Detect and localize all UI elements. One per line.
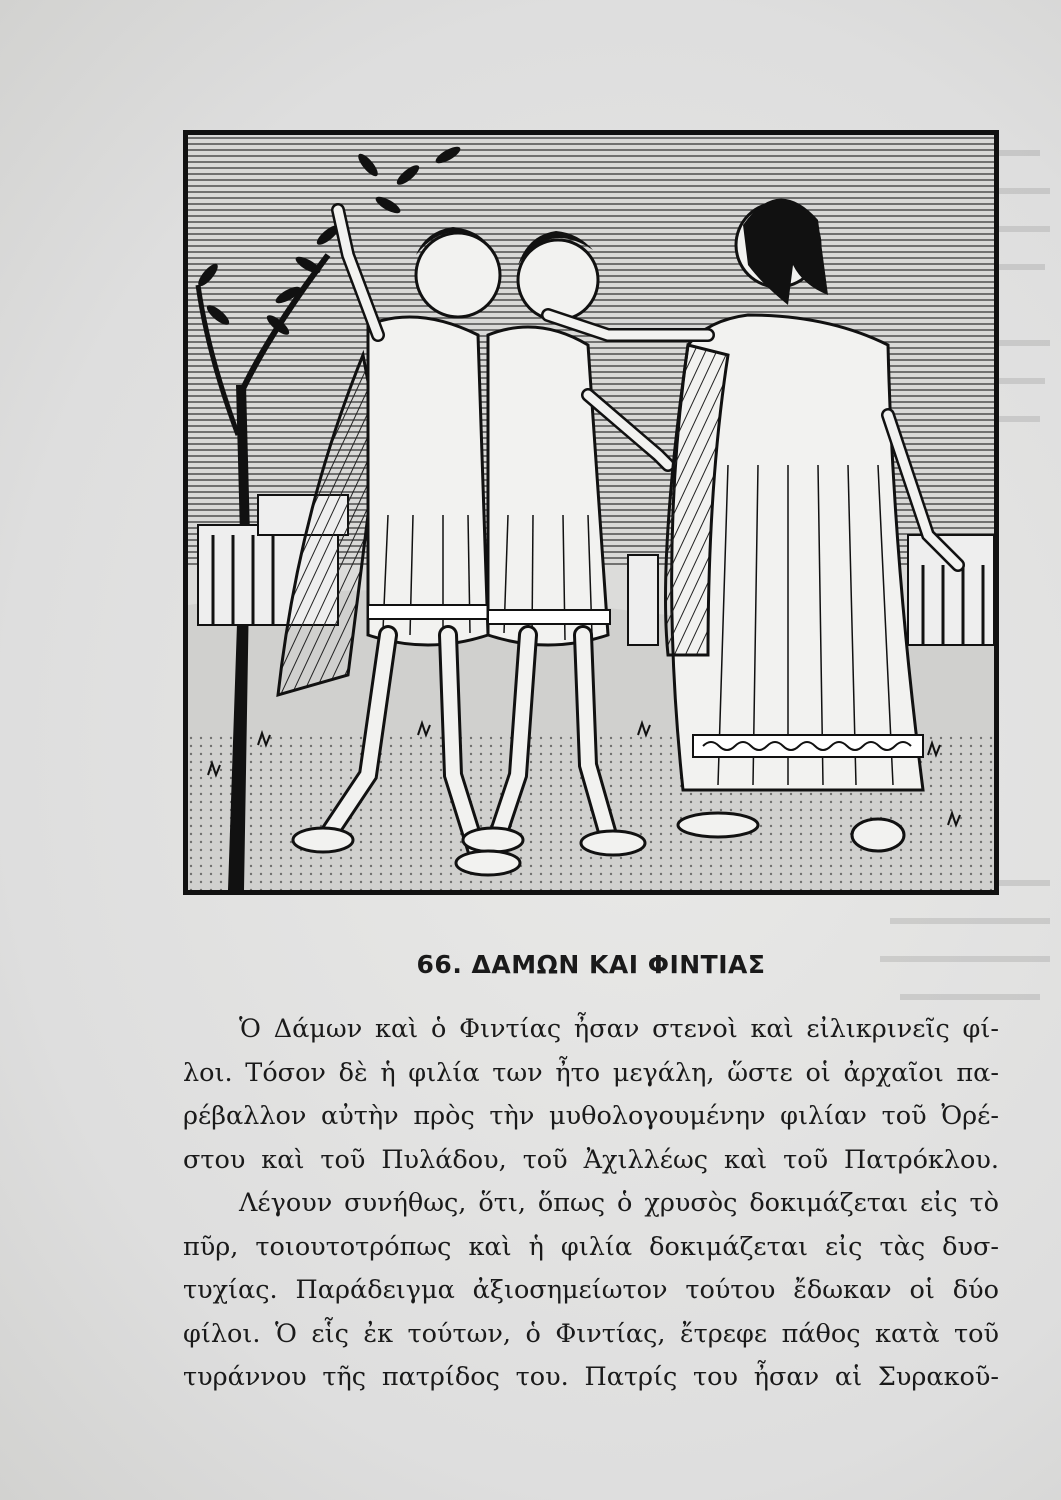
text-line: Λέγουν συνήθως, ὅτι, ὅπως ὁ χρυσὸς δοκιμάζεται εἰς τὸ [239,1188,999,1218]
text-line: ρέβαλλον αὐτὴν πρὸς τὴν μυθολογουμένην φιλίαν τοῦ Ὀρέ- [183,1101,999,1131]
text-line: τυράννου τῆς πατρίδος του. Πατρίς του ἦσαν αἱ Συρακοῦ- [183,1362,999,1392]
chapter-title: 66. ΔΑΜΩΝ ΚΑΙ ΦΙΝΤΙΑΣ [416,950,766,979]
text-line: Ὁ Δάμων καὶ ὁ Φιντίας ἦσαν στενοὶ καὶ εἰλικρινεῖς φί- [239,1014,999,1044]
text-line: τυχίας. Παράδειγμα ἀξιοσημείωτον τούτου ἔδωκαν οἱ δύο [183,1275,999,1305]
text-line: πῦρ, τοιουτοτρόπως καὶ ἡ φιλία δοκιμάζεται εἰς τὰς δυσ- [183,1231,999,1262]
body-text [183,1008,999,1400]
damon-and-phintias-illustration [183,130,999,895]
text-line: λοι. Τόσον δὲ ἡ φιλία των ἦτο μεγάλη, ὥστε οἱ ἀρχαῖοι πα- [183,1057,999,1088]
text-line: στου καὶ τοῦ Πυλάδου, τοῦ Ἀχιλλέως καὶ τοῦ Πατρόκλου. [183,1144,999,1175]
text-line: φίλοι. Ὁ εἷς ἐκ τούτων, ὁ Φιντίας, ἔτρεφε πάθος κατὰ τοῦ [183,1318,999,1349]
